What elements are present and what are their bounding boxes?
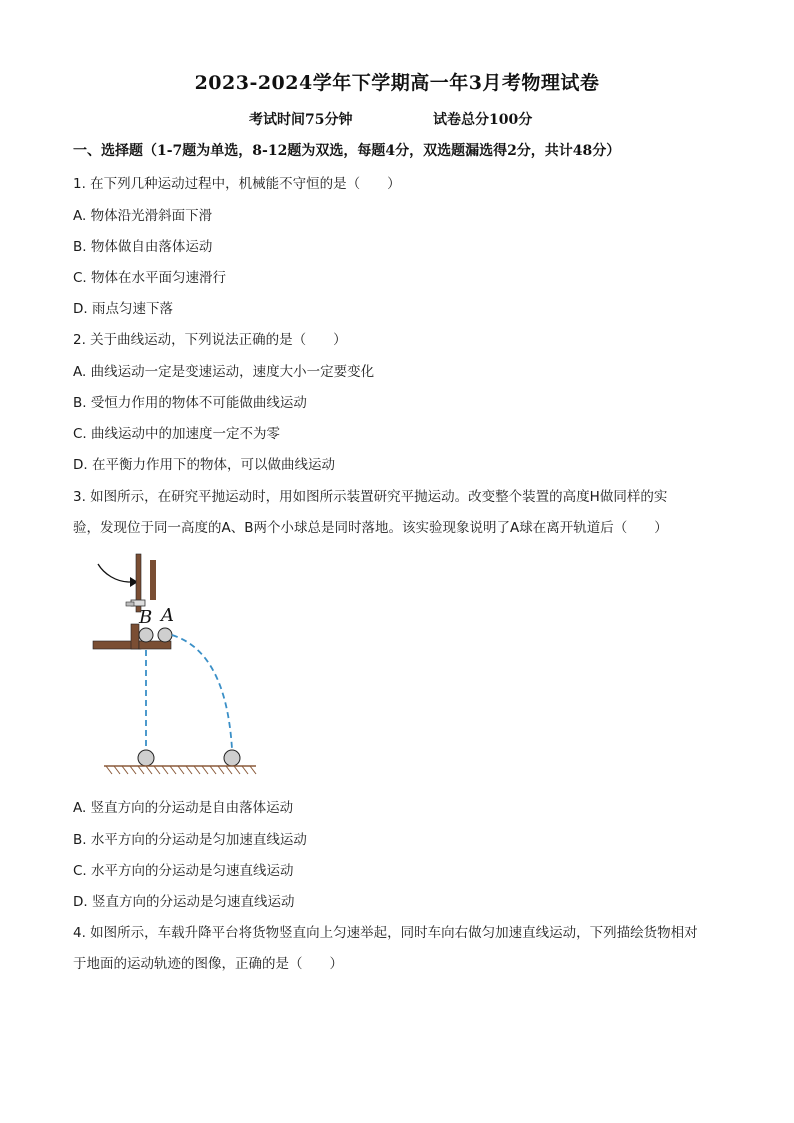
- q3-option-d: D. 竖直方向的分运动是匀速直线运动: [73, 894, 295, 910]
- q4-stem-line2: 于地面的运动轨迹的图像，正确的是（ ）: [73, 956, 343, 972]
- q2-option-a: A. 曲线运动一定是变速运动，速度大小一定要变化: [73, 364, 375, 380]
- q3-apparatus-figure: [86, 552, 266, 782]
- clamp-knob: [126, 602, 134, 606]
- hammer-arrow: [98, 564, 130, 582]
- q1-option-c: C. 物体在水平面匀速滑行: [73, 270, 227, 286]
- exam-time: 考试时间75分钟: [249, 112, 353, 128]
- q2-stem: 2. 关于曲线运动，下列说法正确的是（ ）: [73, 332, 347, 348]
- q2-option-d: D. 在平衡力作用下的物体，可以做曲线运动: [73, 457, 335, 473]
- ball-b-top: [139, 628, 153, 642]
- q3-option-a: A. 竖直方向的分运动是自由落体运动: [73, 800, 294, 816]
- q3-stem-line1: 3. 如图所示，在研究平抛运动时，用如图所示装置研究平抛运动。改变整个装置的高度H做同样的实: [73, 489, 668, 505]
- label-b: B: [139, 607, 153, 628]
- ball-a-ground: [224, 750, 240, 766]
- q2-option-c: C. 曲线运动中的加速度一定不为零: [73, 426, 281, 442]
- q1-option-a: A. 物体沿光滑斜面下滑: [73, 208, 213, 224]
- q3-option-b: B. 水平方向的分运动是匀加速直线运动: [73, 832, 307, 848]
- q2-option-b: B. 受恒力作用的物体不可能做曲线运动: [73, 395, 307, 411]
- label-a: A: [161, 605, 174, 626]
- q1-option-b: B. 物体做自由落体运动: [73, 239, 213, 255]
- ball-a-trajectory: [172, 635, 232, 749]
- ground-hatching: [106, 766, 256, 774]
- stand-rod: [150, 560, 156, 600]
- ball-a-top: [158, 628, 172, 642]
- exam-score: 试卷总分100分: [433, 112, 533, 128]
- q3-stem-line2: 验，发现位于同一高度的A、B两个小球总是同时落地。该实验现象说明了A球在离开轨道后（ ）: [73, 520, 668, 536]
- base-upright: [131, 624, 139, 649]
- section-heading: 一、选择题（1-7题为单选，8-12题为双选，每题4分，双选题漏选得2分，共计48分）: [73, 143, 621, 159]
- q1-option-d: D. 雨点匀速下落: [73, 301, 173, 317]
- q4-stem-line1: 4. 如图所示，车载升降平台将货物竖直向上匀速举起，同时车向右做匀加速直线运动，下列描绘货物相对: [73, 925, 698, 941]
- exam-title: 2023-2024学年下学期高一年3月考物理试卷: [194, 72, 600, 94]
- q1-stem: 1. 在下列几种运动过程中，机械能不守恒的是（ ）: [73, 176, 401, 192]
- q3-option-c: C. 水平方向的分运动是匀速直线运动: [73, 863, 294, 879]
- ball-b-ground: [138, 750, 154, 766]
